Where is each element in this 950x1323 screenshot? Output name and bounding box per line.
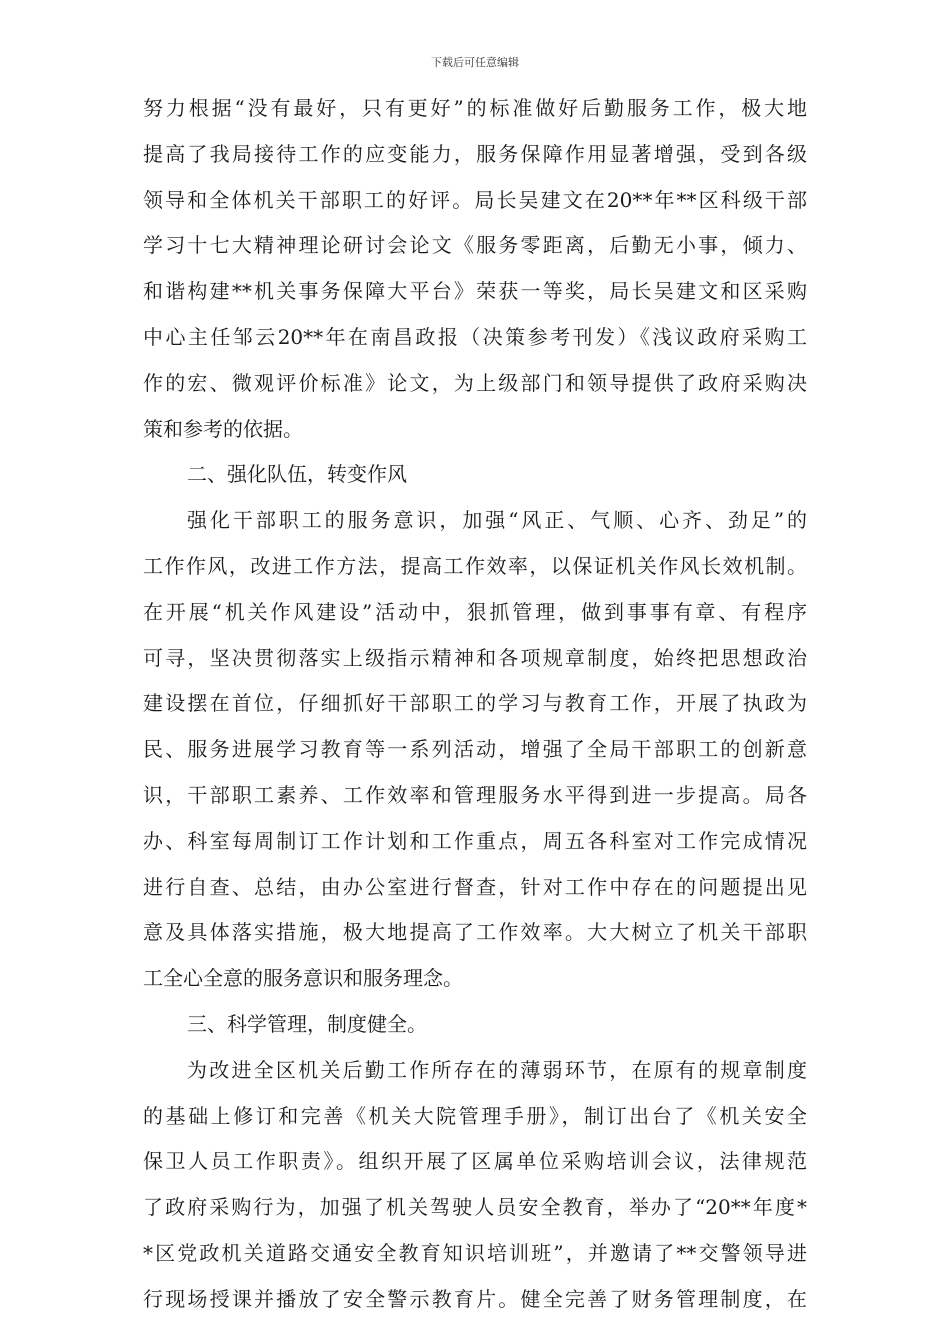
text-line: 工作作风，改进工作方法，提高工作效率，以保证机关作风长效机制。	[143, 553, 807, 578]
text-line: 中心主任邹云20**年在南昌政报（决策参考刊发）《浅议政府采购工	[143, 324, 807, 349]
document-body	[143, 86, 807, 1323]
text-line: 工全心全意的服务意识和服务理念。	[143, 966, 463, 991]
heading-text: 三、科学管理，制度健全。	[187, 1011, 427, 1036]
text-line: 学习十七大精神理论研讨会论文《服务零距离，后勤无小事，倾力、	[143, 233, 807, 258]
text-line: 保卫人员工作职责》。组织开展了区属单位采购培训会议，法律规范	[143, 1149, 807, 1174]
text-line: 为改进全区机关后勤工作所存在的薄弱环节，在原有的规章制度	[187, 1057, 807, 1082]
text-line: 在开展“机关作风建设”活动中，狠抓管理，做到事事有章、有程序	[143, 599, 807, 624]
text-line: 提高了我局接待工作的应变能力，服务保障作用显著增强，受到各级	[143, 141, 807, 166]
text-line: *区党政机关道路交通安全教育知识培训班”，并邀请了**交警领导进	[143, 1240, 807, 1265]
text-line: 办、科室每周制订工作计划和工作重点，周五各科室对工作完成情况	[143, 828, 807, 853]
text-line: 作的宏、微观评价标准》论文，为上级部门和领导提供了政府采购决	[143, 370, 807, 395]
text-line: 努力根据“没有最好，只有更好”的标准做好后勤服务工作，极大地	[143, 96, 807, 120]
text-line: 可寻，坚决贯彻落实上级指示精神和各项规章制度，始终把思想政治	[143, 645, 807, 670]
heading-text: 二、强化队伍，转变作风	[187, 462, 407, 487]
text-line: 意及具体落实措施，极大地提高了工作效率。大大树立了机关干部职	[143, 920, 807, 945]
section-heading	[143, 1002, 807, 1048]
page-header: 下载后可任意编辑	[431, 56, 519, 69]
text-line: 识，干部职工素养、工作效率和管理服务水平得到进一步提高。局各	[143, 782, 807, 807]
paragraph	[143, 86, 807, 452]
text-line: 策和参考的依据。	[143, 416, 303, 441]
text-line: 行现场授课并播放了安全警示教育片。健全完善了财务管理制度，在	[143, 1286, 807, 1311]
text-line: 民、服务进展学习教育等一系列活动，增强了全局干部职工的创新意	[143, 737, 807, 762]
paragraph	[143, 498, 807, 1002]
text-line: 进行自查、总结，由办公室进行督查，针对工作中存在的问题提出见	[143, 874, 807, 899]
text-line: 领导和全体机关干部职工的好评。局长吴建文在20**年**区科级干部	[143, 187, 807, 212]
text-line: 建设摆在首位，仔细抓好干部职工的学习与教育工作，开展了执政为	[143, 691, 807, 716]
text-line: 强化干部职工的服务意识，加强“风正、气顺、心齐、劲足”的	[187, 508, 807, 533]
text-line: 的基础上修订和完善《机关大院管理手册》，制订出台了《机关安全	[143, 1103, 807, 1128]
section-heading	[143, 452, 807, 498]
paragraph	[143, 1048, 807, 1323]
text-line: 和谐构建**机关事务保障大平台》荣获一等奖，局长吴建文和区采购	[143, 279, 807, 304]
text-line: 了政府采购行为，加强了机关驾驶人员安全教育，举办了“20**年度*	[143, 1195, 807, 1220]
